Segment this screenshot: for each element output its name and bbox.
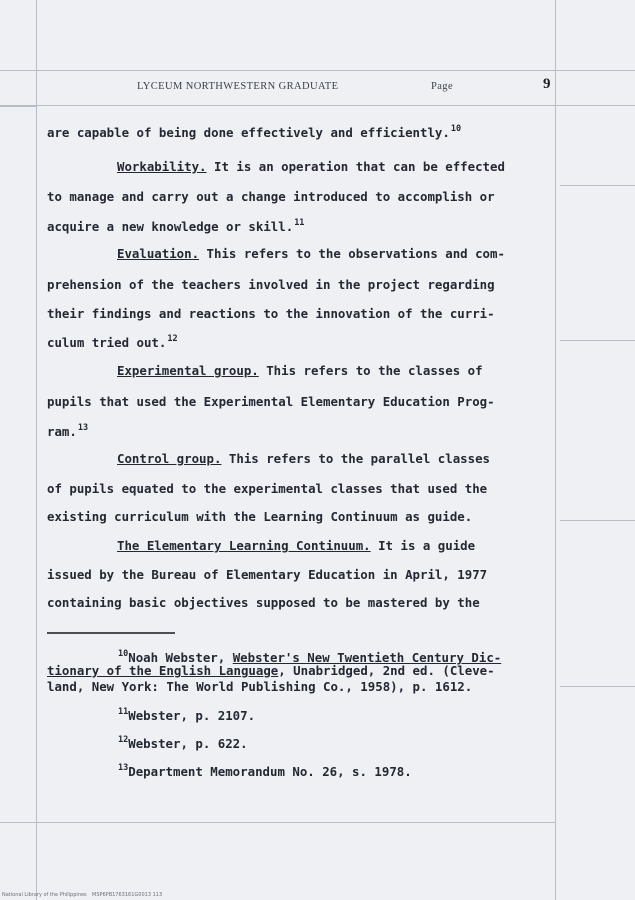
- right-tick-3: [560, 520, 635, 521]
- footnote-text: Webster, p. 2107.: [128, 708, 256, 723]
- footnote-number: 10: [118, 649, 129, 659]
- body-line: [47, 423, 88, 439]
- scan-code: MSP6PB1763161G0013 113: [92, 892, 163, 898]
- line-text: ram.: [47, 424, 77, 439]
- line-text: It is a guide: [370, 538, 476, 553]
- footnote-text: Department Memorandum No. 26, s. 1978.: [128, 764, 412, 779]
- line-text: issued by the Bureau of Elementary Education in April, 1977: [47, 567, 488, 582]
- right-margin-rule: [555, 0, 556, 900]
- line-text: existing curriculum with the Learning Continuum as guide.: [47, 509, 473, 524]
- line-text: to manage and carry out a change introduced to accomplish or: [47, 189, 495, 204]
- line-text: of pupils equated to the experimental classes that used the: [47, 481, 488, 496]
- body-line: [47, 306, 495, 321]
- footnote-book-title: Webster's New Twentieth Century Dic-: [232, 650, 502, 665]
- body-line: [117, 538, 475, 553]
- line-text: acquire a new knowledge or skill.: [47, 219, 294, 234]
- line-text: their findings and reactions to the innovation of the curri-: [47, 306, 495, 321]
- term-learning-continuum: The Elementary Learning Continuum.: [117, 538, 371, 553]
- scan-footer: [0, 891, 635, 900]
- footnote-text: , Unabridged, 2nd ed. (Cleve-: [278, 663, 495, 678]
- footnote-ref: 11: [294, 218, 305, 228]
- body-line: [47, 334, 178, 350]
- footnote-10-cont: [47, 663, 495, 678]
- line-text: It is an operation that can be effected: [206, 159, 505, 174]
- line-text: are capable of being done effectively and efficiently.: [47, 125, 450, 140]
- header-rule-bottom: [0, 105, 635, 106]
- term-control-group: Control group.: [117, 451, 222, 466]
- bottom-rule: [36, 822, 555, 823]
- body-line: [117, 451, 490, 466]
- footnote-number: 12: [118, 735, 129, 745]
- body-line: [47, 481, 487, 496]
- body-line: [117, 363, 483, 378]
- footnote-number: 11: [118, 707, 129, 717]
- footnote-12: [117, 735, 248, 751]
- body-line: [47, 218, 304, 234]
- line-text: culum tried out.: [47, 335, 167, 350]
- footnote-number: 13: [118, 763, 129, 773]
- left-tick-2: [0, 822, 36, 823]
- body-line: [47, 394, 495, 409]
- footnote-11: [117, 707, 255, 723]
- library-name: National Library of the Philippines: [2, 892, 87, 898]
- page-label: Page: [431, 81, 454, 92]
- footnote-separator: [47, 632, 175, 634]
- footnote-ref: 12: [167, 334, 178, 344]
- term-evaluation: Evaluation.: [117, 246, 200, 261]
- line-text: This refers to the classes of: [258, 363, 483, 378]
- line-text: This refers to the observations and com-: [199, 246, 505, 261]
- term-workability: Workability.: [117, 159, 207, 174]
- body-line: [47, 189, 495, 204]
- right-tick-4: [560, 686, 635, 687]
- footnote-book-title: tionary of the English Language: [47, 663, 279, 678]
- header-title: LYCEUM NORTHWESTERN GRADUATE: [137, 81, 339, 92]
- line-text: This refers to the parallel classes: [221, 451, 490, 466]
- body-line: [47, 509, 472, 524]
- body-line: [47, 277, 495, 292]
- page-number: 9: [543, 76, 551, 92]
- right-tick-2: [560, 340, 635, 341]
- body-line: [47, 567, 487, 582]
- page-header: [0, 76, 635, 99]
- footnote-text: Noah Webster,: [128, 650, 233, 665]
- body-line: [117, 159, 505, 174]
- footnote-13: [117, 763, 412, 779]
- right-tick-1: [560, 185, 635, 186]
- body-line: [117, 246, 505, 261]
- footnote-ref: 10: [450, 124, 462, 134]
- body-line: [47, 595, 480, 610]
- footnote-text: Webster, p. 622.: [128, 736, 248, 751]
- line-text: containing basic objectives supposed to be mastered by the: [47, 595, 480, 610]
- header-rule-top: [0, 70, 635, 71]
- term-experimental-group: Experimental group.: [117, 363, 259, 378]
- left-tick-1: [0, 106, 36, 107]
- footnote-ref: 13: [77, 423, 89, 433]
- line-text: pupils that used the Experimental Elementary Education Prog-: [47, 394, 495, 409]
- footnote-text: land, New York: The World Publishing Co., 1958), p. 1612.: [47, 679, 473, 694]
- body-line: [47, 124, 461, 140]
- line-text: prehension of the teachers involved in the project regarding: [47, 277, 495, 292]
- left-margin-rule: [36, 0, 37, 900]
- footnote-10-cont: [47, 679, 472, 694]
